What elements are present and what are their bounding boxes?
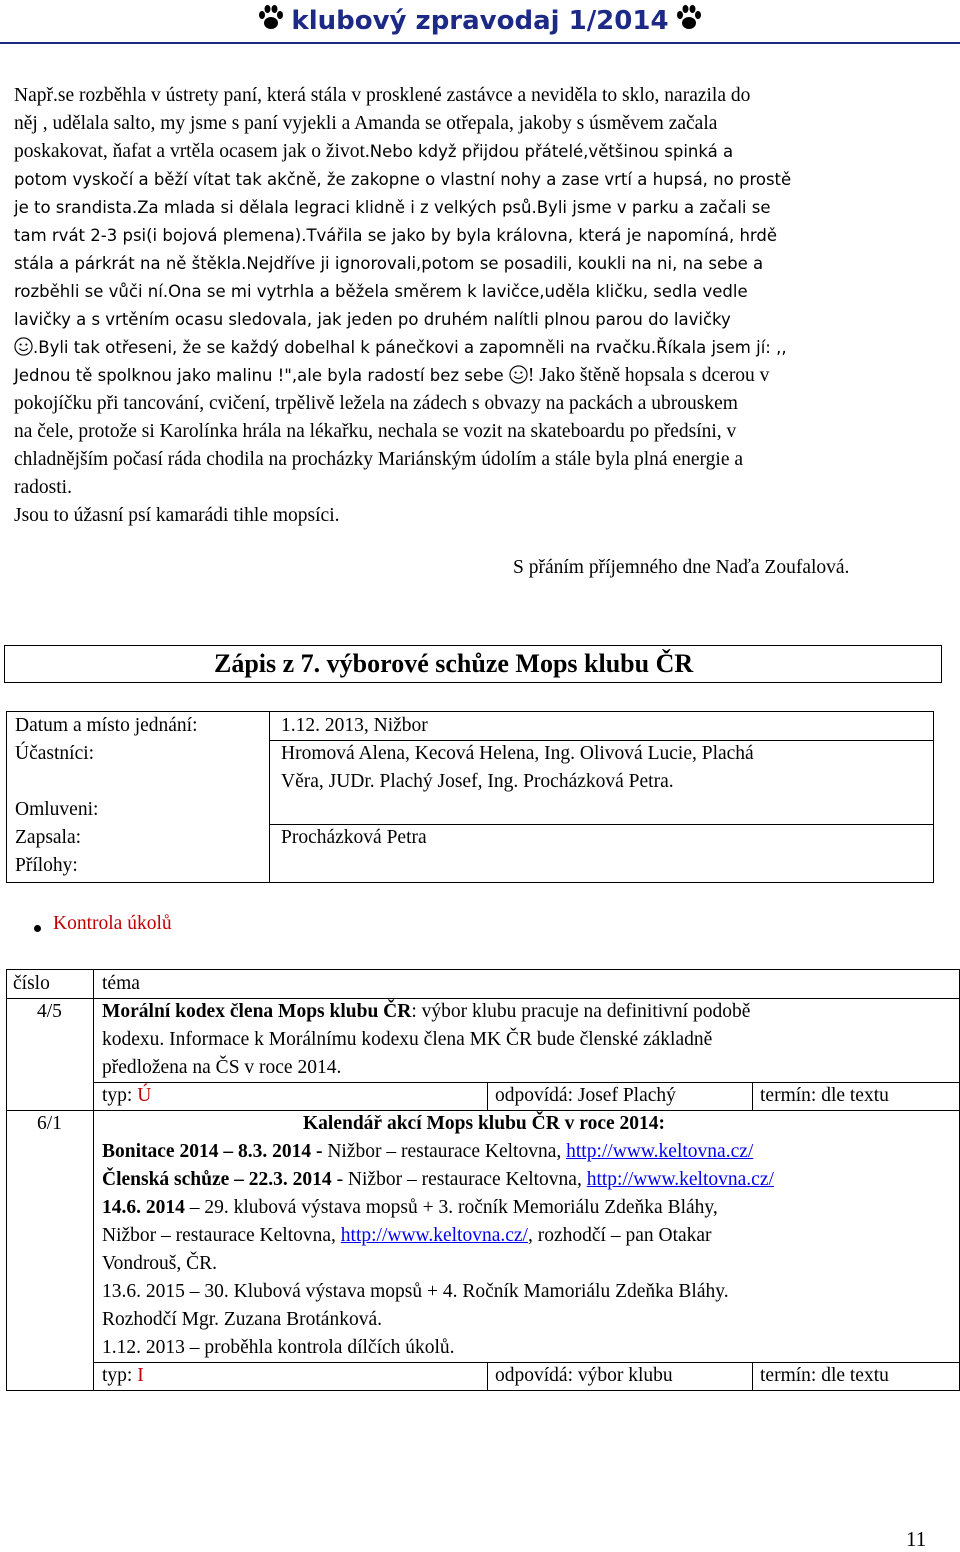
story-line: potom vyskočí a běží vítat tak akčně, že zakopne o vlastní nohy a zase vrtí a hupsá, no prostě [14, 170, 792, 189]
story-line: Jsou to úžasní psí kamarádi tihle mopsíci. [14, 505, 340, 526]
label-date: Datum a místo jednání: [15, 715, 198, 736]
story-line: tam rvát 2-3 psi(i bojová plemena).Tvářila se jako by byla královna, která je napomíná, hrdě [14, 226, 778, 245]
smiley-icon [509, 365, 528, 384]
event-line: Nižbor – restaurace Keltovna, http://www.keltovna.cz/, rozhodčí – pan Otakar [102, 1225, 712, 1246]
task-description: předložena na ČS v roce 2014. [102, 1057, 342, 1078]
event-line: 13.6. 2015 – 30. Klubová výstava mopsů + 4. Ročník Mamoriálu Zdeňka Bláhy. [102, 1281, 729, 1302]
task-deadline: termín: dle textu [760, 1365, 889, 1386]
task-responsible: odpovídá: výbor klubu [495, 1365, 673, 1386]
tasks-table [6, 969, 960, 1391]
paw-icon [257, 4, 285, 39]
story-line: chladnějším počasí ráda chodila na procházky Mariánským údolím a stále byla plná energie a [14, 449, 744, 470]
event-line: Rozhodčí Mgr. Zuzana Brotánková. [102, 1309, 382, 1330]
task-type: typ: I [102, 1365, 144, 1386]
column-divider [487, 1362, 488, 1390]
task-deadline: termín: dle textu [760, 1085, 889, 1106]
keltovna-link[interactable]: http://www.keltovna.cz/ [566, 1141, 754, 1162]
value-participants: Hromová Alena, Kecová Helena, Ing. Olivová Lucie, Plachá [281, 743, 754, 764]
section-bullet [53, 913, 172, 935]
column-divider [487, 1082, 488, 1110]
task-description: Morální kodex člena Mops klubu ČR: výbor klubu pracuje na definitivní podobě [102, 1001, 751, 1022]
value-participants-cont: Věra, JUDr. Plachý Josef, Ing. Procházková Petra. [281, 771, 674, 792]
newsletter-header [0, 4, 960, 39]
label-excused: Omluveni: [15, 799, 99, 820]
smiley-icon [14, 337, 33, 356]
meeting-info-labels [7, 712, 270, 882]
story-line: je to srandista.Za mlada si dělala legraci klidně i z velkých psů.Byli jsme v parku a začali se [14, 198, 771, 217]
meeting-info-table [6, 711, 934, 883]
task-heading: Kalendář akcí Mops klubu ČR v roce 2014: [303, 1113, 666, 1134]
story-line: rozběhli se vůči ní.Ona se mi vytrhla a běžela směrem k lavičce,uděla kličku, sedla vedle [14, 282, 748, 301]
keltovna-link[interactable]: http://www.keltovna.cz/ [340, 1225, 528, 1246]
signature: S přáním příjemného dne Naďa Zoufalová. [513, 557, 850, 578]
story-line: radosti. [14, 477, 72, 498]
story-line: Např.se rozběhla v ústrety paní, která stála v prosklené zastávce a neviděla to sklo, narazila do [14, 85, 751, 106]
label-recorded-by: Zapsala: [15, 827, 82, 848]
value-recorded-by: Procházková Petra [281, 827, 427, 848]
event-line: 14.6. 2014 – 29. klubová výstava mopsů + 3. ročník Memoriálu Zdeňka Bláhy, [102, 1197, 718, 1218]
section-heading: Kontrola úkolů [53, 913, 172, 934]
task-description: kodexu. Informace k Morálnímu kodexu člena MK ČR bude členské základně [102, 1029, 713, 1050]
story-line: lavičky a s vrtěním ocasu sledovala, jak jeden po druhém nalítli plnou parou do lavičky [14, 310, 731, 329]
story-line: něj , udělala salto, my jsme s paní vyjekli a Amanda se otřepala, jakoby s úsměvem začala [14, 113, 718, 134]
newsletter-title: klubový zpravodaj 1/2014 [291, 6, 669, 36]
paw-icon [675, 4, 703, 39]
story-line: .Byli tak otřeseni, že se každý dobelhal k pánečkovi a zapomněli na rvačku.Říkala jsem jí: ,, [14, 334, 944, 362]
story-line: Jednou tě spolknou jako malinu !",ale byla radostí bez sebe ! Jako štěně hopsala s dcerou v [14, 365, 770, 386]
value-date: 1.12. 2013, Nižbor [281, 715, 428, 736]
event-line: Vondrouš, ČR. [102, 1253, 218, 1274]
bullet-dot [34, 925, 41, 932]
minutes-title: Zápis z 7. výborové schůze Mops klubu ČR [214, 649, 694, 678]
story-line: na čele, protože si Karolínka hrála na lékařku, nechala se vozit na skateboardu po předsíni, v [14, 421, 737, 442]
column-divider [752, 1362, 753, 1390]
header-rule [0, 42, 960, 44]
column-divider [752, 1082, 753, 1110]
task-number: 4/5 [37, 1001, 62, 1022]
header-number: číslo [13, 973, 50, 994]
event-line: Členská schůze – 22.3. 2014 - Nižbor – restaurace Keltovna, http://www.keltovna.cz/ [102, 1169, 774, 1190]
story-line: stála a párkrát na ně štěkla.Nejdříve ji ignorovali,potom se posadili, koukli na ni, na sebe a [14, 254, 764, 273]
keltovna-link[interactable]: http://www.keltovna.cz/ [586, 1169, 774, 1190]
label-participants: Účastníci: [15, 743, 95, 764]
task-responsible: odpovídá: Josef Plachý [495, 1085, 676, 1106]
story-text [14, 82, 944, 530]
task-number: 6/1 [37, 1113, 62, 1134]
label-attachments: Přílohy: [15, 855, 78, 876]
story-line: poskakovat, ňafat a vrtěla ocasem jak o život.Nebo když přijdou přátelé,většinou spinká a [14, 141, 734, 162]
event-line: 1.12. 2013 – proběhla kontrola dílčích úkolů. [102, 1337, 455, 1358]
page-number: 11 [906, 1527, 927, 1551]
story-line: pokojíčku při tancování, cvičení, trpělivě ležela na zádech s obvazy na packách a ubrouskem [14, 393, 738, 414]
task-type: typ: Ú [102, 1085, 152, 1106]
minutes-title-box [4, 645, 942, 683]
column-divider [93, 970, 94, 1390]
header-topic: téma [102, 973, 140, 994]
event-line: Bonitace 2014 – 8.3. 2014 - Nižbor – restaurace Keltovna, http://www.keltovna.cz/ [102, 1141, 754, 1162]
